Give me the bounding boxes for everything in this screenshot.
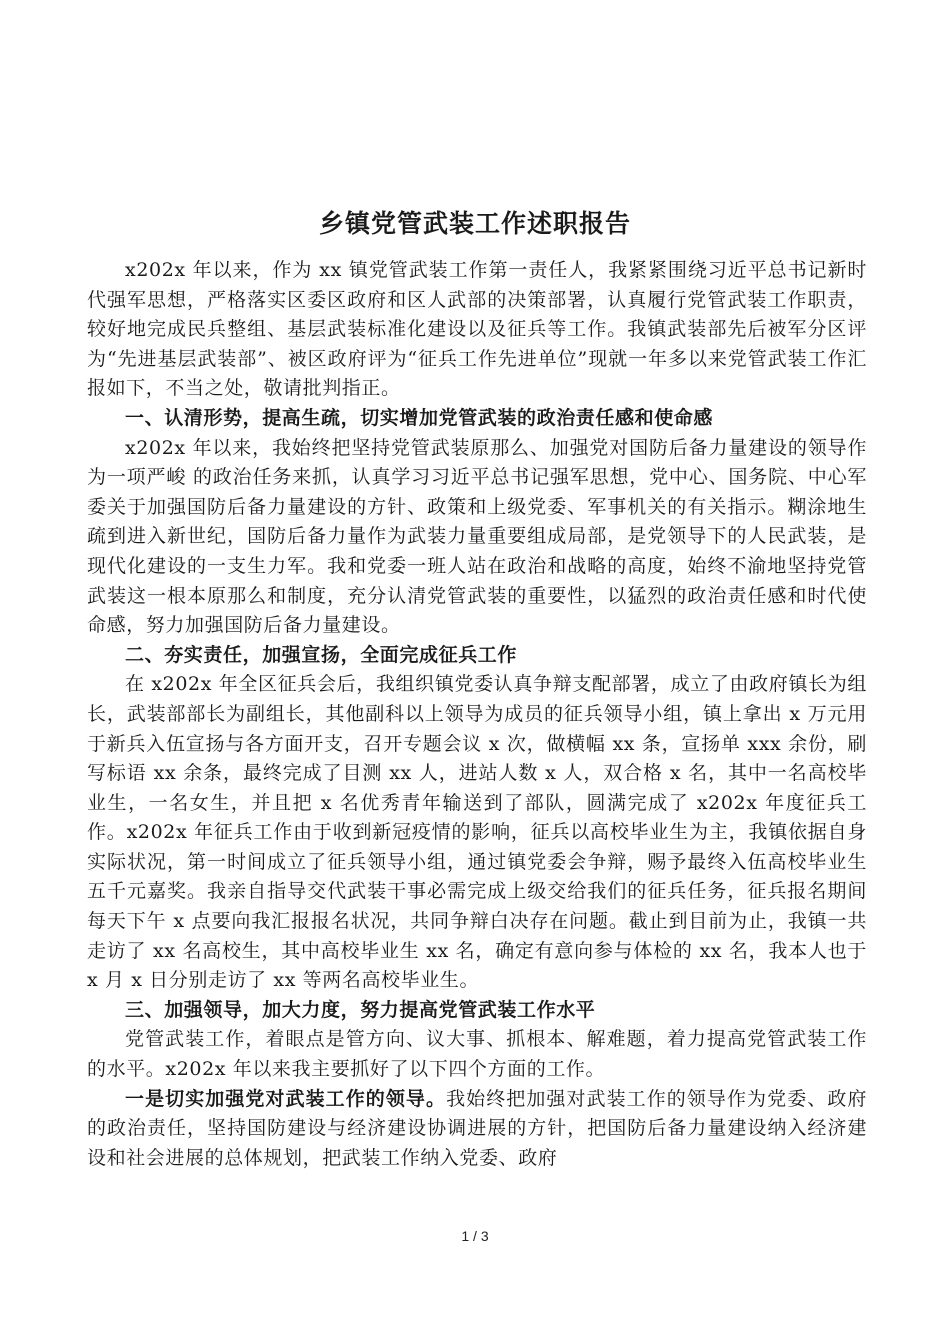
- document-title: 乡镇党管武装工作述职报告: [318, 209, 631, 238]
- paragraph-section-1: x202x 年以来，我始终把坚持党管武装原那么、加强党对国防后备力量建设的领导作为一项严峻 的政治任务来抓，认真学习习近平总书记强军思想，党中心、国务院、中心军委关于加强国防后备力量建设的方针、政策和上级党委、军事机关的有关指示。糊涂地生疏到进入新世纪，国防后备力量作为武装力量重要组成局部，是党领导下的人民武装，是现代化建设的一支生力军。我和党委一班人站在政治和战略的高度，始终不渝地坚持党管武装这一根本原那么和制度，充分认清党管武装的重要性，以猛烈的政治责任感和时代使命感，努力加强国防后备力量建设。: [87, 436, 867, 637]
- paragraph-point-1: [87, 1085, 867, 1174]
- point-1-lead: 一是切实加强党对武装工作的领导。: [125, 1087, 447, 1110]
- point-1-text: 我始终把加强对武装工作的领导作为党委、政府的政治责任，坚持国防建设与经济建设协调进展的方针，把国防后备力量建设纳入经济建设和社会进展的总体规划，把武装工作纳入党委、政府: [87, 1087, 867, 1169]
- section-heading-2: 二、夯实责任，加强宣扬，全面完成征兵工作: [125, 643, 518, 666]
- page-number: 1 / 3: [461, 1228, 489, 1244]
- section-heading-3: 三、加强领导，加大力度，努力提高党管武装工作水平: [125, 998, 596, 1021]
- paragraph-section-3: 党管武装工作，着眼点是管方向、议大事、抓根本、解难题，着力提高党管武装工作的水平。x202x 年以来我主要抓好了以下四个方面的工作。: [87, 1028, 867, 1081]
- paragraph-section-2: 在 x202x 年全区征兵会后，我组织镇党委认真争辩支配部署，成立了由政府镇长为组长，武装部部长为副组长，其他副科以上领导为成员的征兵领导小组，镇上拿出 x 万元用于新兵入伍宣扬与各方面开支，召开专题会议 x 次，做横幅 xx 条，宣扬单 xxx 余份，刷写标语 xx 余条，最终完成了目测 xx 人，进站人数 x 人，双合格 x 名，其中一名高校毕业生，一名女生，并且把 x 名优秀青年输送到了部队，圆满完成了 x202x 年度征兵工作。x202x 年征兵工作由于收到新冠疫情的影响，征兵以高校毕业生为主，我镇依据自身实际状况，第一时间成立了征兵领导小组，通过镇党委会争辩，赐予最终入伍高校毕业生五千元嘉奖。我亲自指导交代武装干事必需完成上级交给我们的征兵任务，征兵报名期间每天下午 x 点要向我汇报报名状况，共同争辩白决存在问题。截止到目前为止，我镇一共走访了 xx 名高校生，其中高校毕业生 xx 名，确定有意向参与体检的 xx 名，我本人也于 x 月 x 日分别走访了 xx 等两名高校毕业生。: [87, 673, 867, 992]
- document-body: [87, 256, 867, 1173]
- paragraph-intro: x202x 年以来，作为 xx 镇党管武装工作第一责任人，我紧紧围绕习近平总书记新时代强军思想，严格落实区委区政府和区人武部的决策部署，认真履行党管武装工作职责，较好地完成民兵整组、基层武装标准化建设以及征兵等工作。我镇武装部先后被军分区评为“先进基层武装部”、被区政府评为“征兵工作先进单位”现就一年多以来党管武装工作汇报如下，不当之处，敬请批判指正。: [87, 259, 867, 400]
- section-heading-1: 一、认清形势，提高生疏，切实增加党管武装的政治责任感和使命感: [125, 406, 714, 429]
